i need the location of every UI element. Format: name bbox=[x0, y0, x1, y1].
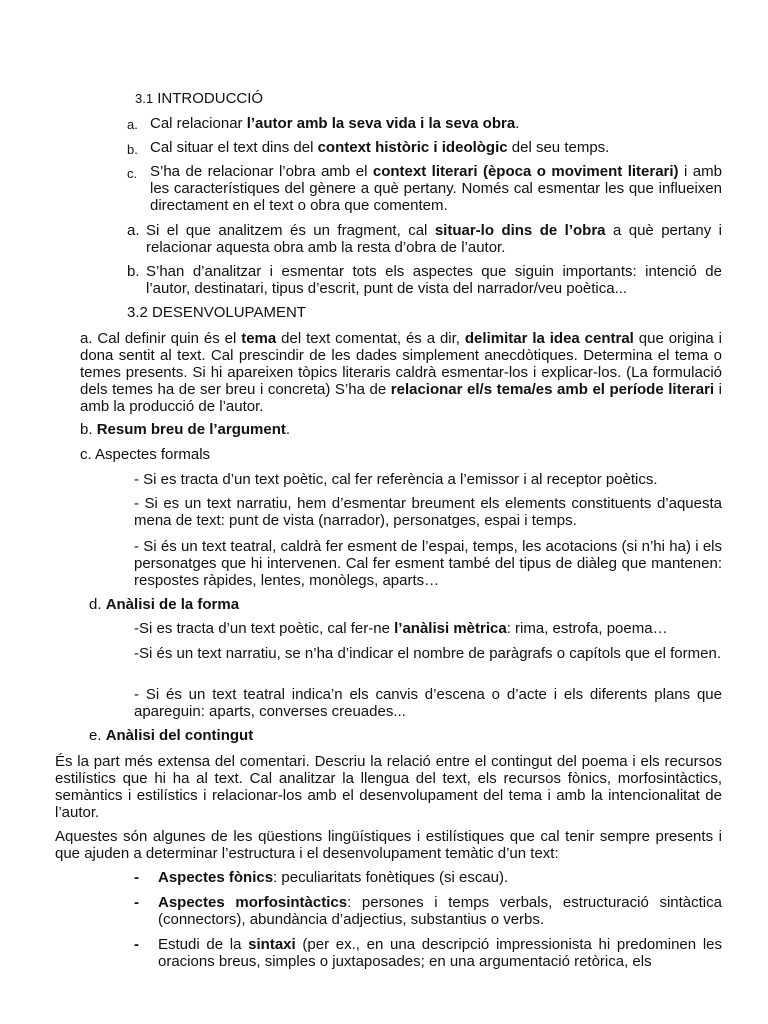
form-item-theatre: - Si és un text teatral indica’n els canvis d’escena o d’acte i els diferents plans que apareguin: aparts, converses creuades... bbox=[134, 686, 722, 720]
intro-item-c: S’ha de relacionar l’obra amb el context literari (època o moviment literari) i amb les característiques del gènere a què pertany. Només cal esmentar les que influeixen directament en el text o obra que comentem. bbox=[150, 163, 722, 214]
bullet-dash: - bbox=[134, 894, 139, 911]
dev-item-analisi-forma: d. Anàlisi de la forma bbox=[89, 596, 240, 613]
bullet-aspectes-fonics: Aspectes fònics: peculiaritats fonètiques (si escau). bbox=[158, 869, 509, 886]
formal-item-theatre: - Si és un text teatral, caldrà fer esment de l’espai, temps, les acotacions (si n’hi ha) i els personatges que hi intervenen. Cal fer esment també del tipus de diàleg que mantenen: respostes ràpides, lentes, monòlegs, aparts… bbox=[134, 538, 722, 589]
section-title: INTRODUCCIÓ bbox=[157, 90, 264, 107]
section-heading-introduccio bbox=[135, 90, 263, 107]
list-label: b. bbox=[127, 142, 138, 157]
section-heading-desenvolupament: 3.2 DESENVOLUPAMENT bbox=[127, 304, 306, 321]
bullet-sintaxi: Estudi de la sintaxi (per ex., en una descripció impressionista hi predominen les oracions breus, simples o juxtaposades; en una argumentació retòrica, els bbox=[158, 936, 722, 970]
dev-paragraph-tema: a. Cal definir quin és el tema del text comentat, és a dir, delimitar la idea central que origina i dona sentit al text. Cal prescindir de les dades simplement anecdòtiques. Determina el tema o temes presents. Si hi apareixen tòpics literaris caldrà esmentar-los i explicar-los. (La formulació dels temes ha de ser breu i concreta) S’ha de relacionar el/s tema/es amb el període literari i amb la producció de l’autor. bbox=[80, 330, 723, 415]
bullet-aspectes-morfosintactics: Aspectes morfosintàctics: persones i temps verbals, estructuració sintàctica (connectors), abundància d’adjectius, substantius o verbs. bbox=[158, 894, 722, 928]
bullet-dash: - bbox=[134, 869, 139, 886]
content-paragraph-1: És la part més extensa del comentari. Descriu la relació entre el contingut del poema i els recursos estilístics que hi ha al text. Cal analitzar la llengua del text, els recursos fònics, morfosintàctics, semàntics i estilístics i relacionar-los amb el desenvolupament del tema i amb la intencionalitat de l’autor. bbox=[55, 753, 722, 821]
list-label: a. bbox=[127, 222, 140, 239]
intro-item-fragment: Si el que analitzem és un fragment, cal situar-lo dins de l’obra a què pertany i relacionar aquesta obra amb la resta d’obra de l’autor. bbox=[146, 222, 723, 256]
dev-item-resum: b. Resum breu de l’argument. bbox=[80, 421, 291, 438]
content-paragraph-2: Aquestes són algunes de les qüestions lingüístiques i estilístiques que cal tenir sempre presents i que ajuden a determinar l’estructura i el desenvolupament temàtic d’un text: bbox=[55, 828, 722, 862]
list-label: b. bbox=[127, 263, 140, 280]
intro-item-a: Cal relacionar l’autor amb la seva vida i la seva obra. bbox=[150, 115, 520, 132]
list-label: a. bbox=[127, 117, 138, 132]
form-item-poetic: -Si es tracta d’un text poètic, cal fer-ne l’anàlisi mètrica: rima, estrofa, poema… bbox=[134, 620, 668, 637]
intro-item-aspects: S’han d’analitzar i esmentar tots els aspectes que siguin importants: intenció de l’autor, destinatari, tipus d’escrit, punt de vista del narrador/veu poètica... bbox=[146, 263, 722, 297]
form-item-narrative: -Si és un text narratiu, se n’ha d’indicar el nombre de paràgrafs o capítols que el formen. bbox=[134, 645, 721, 662]
section-number: 3.1 bbox=[135, 91, 154, 106]
formal-item-poetic: - Si es tracta d’un text poètic, cal fer referència a l’emissor i al receptor poètics. bbox=[134, 471, 658, 488]
dev-item-aspectes-formals: c. Aspectes formals bbox=[80, 446, 211, 463]
list-label: c. bbox=[127, 166, 138, 181]
dev-item-analisi-contingut: e. Anàlisi del contingut bbox=[89, 727, 254, 744]
formal-item-narrative: - Si es un text narratiu, hem d’esmentar breument els elements constituents d’aquesta mena de text: punt de vista (narrador), personatges, espai i temps. bbox=[134, 495, 722, 529]
bullet-dash: - bbox=[134, 936, 139, 953]
intro-item-b: Cal situar el text dins del context històric i ideològic del seu temps. bbox=[150, 139, 610, 156]
